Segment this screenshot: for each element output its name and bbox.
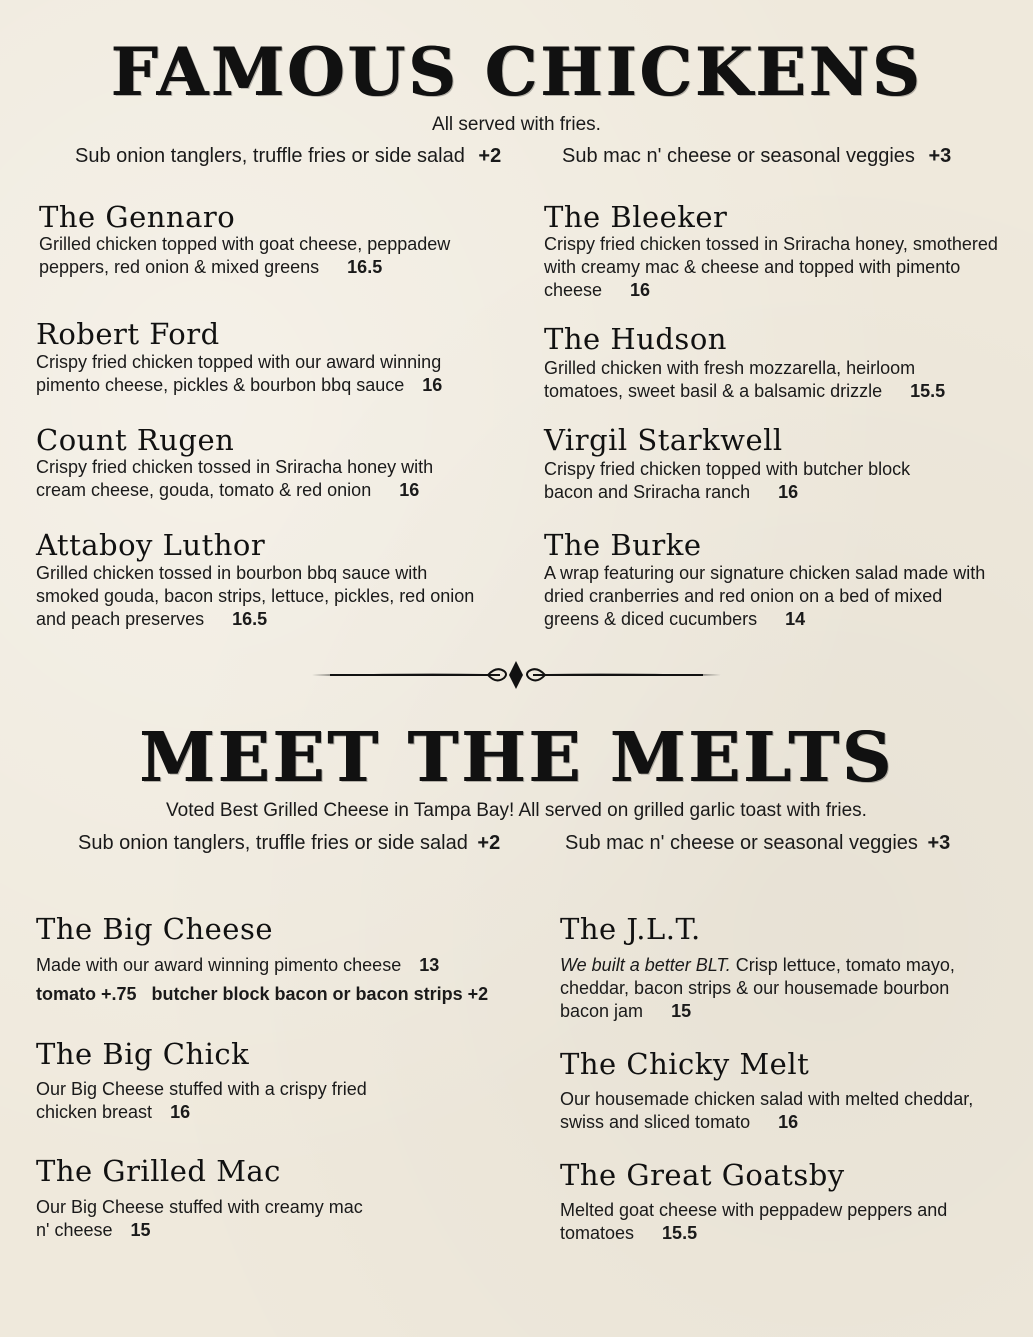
sub-right-price: +3 xyxy=(927,832,951,854)
big-cheese-addons: tomato +.75 butcher block bacon or bacon strips +2 xyxy=(36,984,489,1004)
desc-text: Our Big Cheese stuffed with a crispy fried chicken breast xyxy=(36,1079,367,1122)
desc-text: Our Big Cheese stuffed with creamy mac n' cheese xyxy=(36,1197,363,1240)
item-name-virgil-starkwell: Virgil Starkwell xyxy=(544,423,783,457)
melts-note: Voted Best Grilled Cheese in Tampa Bay! All served on grilled garlic toast with fries. xyxy=(166,800,867,821)
item-desc-virgil-starkwell xyxy=(544,458,964,504)
chickens-sub-right xyxy=(562,144,951,168)
desc-text: Crispy fried chicken topped with butcher block bacon and Sriracha ranch xyxy=(544,459,911,502)
item-name-attaboy-luthor: Attaboy Luthor xyxy=(36,528,266,562)
sub-left-price: +2 xyxy=(477,832,501,854)
desc-text: Crispy fried chicken topped with our award winning pimento cheese, pickles & bourbon bbq sauce xyxy=(36,352,442,395)
price: 15 xyxy=(130,1220,151,1240)
item-name-gennaro: The Gennaro xyxy=(39,200,236,234)
price: 16.5 xyxy=(232,609,268,629)
ornament-divider xyxy=(310,658,723,692)
item-name-grilled-mac: The Grilled Mac xyxy=(36,1154,281,1188)
item-desc-gennaro xyxy=(39,233,494,279)
item-name-chicky-melt: The Chicky Melt xyxy=(560,1047,810,1081)
item-desc-big-chick xyxy=(36,1078,411,1124)
desc-text: Grilled chicken topped with goat cheese, peppadew peppers, red onion & mixed greens xyxy=(39,234,451,277)
price: 13 xyxy=(419,955,440,975)
desc-text: Made with our award winning pimento cheese xyxy=(36,955,402,975)
price: 16 xyxy=(778,1112,799,1132)
melts-sub-left xyxy=(78,831,500,855)
price: 16.5 xyxy=(347,257,383,277)
desc-italic: We built a better BLT. xyxy=(560,955,731,975)
item-name-big-chick: The Big Chick xyxy=(36,1037,250,1071)
item-desc-count-rugen xyxy=(36,456,456,502)
price: 16 xyxy=(170,1102,191,1122)
chickens-note: All served with fries. xyxy=(432,114,601,135)
melts-sub-right xyxy=(565,831,950,855)
item-desc-chicky-melt xyxy=(560,1088,1015,1134)
price: 16 xyxy=(399,480,420,500)
desc-text: Crisp lettuce, tomato mayo, cheddar, bacon strips & our housemade bourbon bacon jam xyxy=(560,955,955,1021)
price: 16 xyxy=(778,482,799,502)
item-name-big-cheese: The Big Cheese xyxy=(36,912,274,946)
item-desc-robert-ford xyxy=(36,351,491,397)
sub-left-price: +2 xyxy=(478,145,502,167)
price: 15 xyxy=(671,1001,692,1021)
desc-text: Grilled chicken with fresh mozzarella, heirloom tomatoes, sweet basil & a balsamic drizzle xyxy=(544,358,916,401)
item-name-great-goatsby: The Great Goatsby xyxy=(560,1158,845,1192)
famous-chickens-title: FAMOUS CHICKENS xyxy=(110,33,923,111)
desc-text: Our housemade chicken salad with melted cheddar, swiss and sliced tomato xyxy=(560,1089,974,1132)
item-desc-attaboy-luthor xyxy=(36,562,476,631)
desc-text: Grilled chicken tossed in bourbon bbq sauce with smoked gouda, bacon strips, lettuce, pickles, red onion and peach preserves xyxy=(36,563,475,629)
price: 15.5 xyxy=(662,1223,698,1243)
sub-right-text: Sub mac n' cheese or seasonal veggies xyxy=(565,832,918,854)
price: 16 xyxy=(630,280,651,300)
desc-text: Crispy fried chicken tossed in Sriracha honey with cream cheese, gouda, tomato & red onion xyxy=(36,457,434,500)
item-name-burke: The Burke xyxy=(544,528,702,562)
item-desc-hudson xyxy=(544,357,984,403)
desc-text: Crispy fried chicken tossed in Sriracha honey, smothered with creamy mac & cheese and topped with pimento cheese xyxy=(544,234,998,300)
sub-left-text: Sub onion tanglers, truffle fries or side salad xyxy=(78,832,468,854)
item-desc-bleeker xyxy=(544,233,999,302)
sub-left-text: Sub onion tanglers, truffle fries or side salad xyxy=(75,145,465,167)
item-name-jlt: The J.L.T. xyxy=(560,912,701,946)
price: 14 xyxy=(785,609,806,629)
item-name-count-rugen: Count Rugen xyxy=(36,423,235,457)
item-name-hudson: The Hudson xyxy=(544,322,727,356)
item-name-bleeker: The Bleeker xyxy=(544,200,728,234)
item-desc-burke xyxy=(544,562,999,631)
item-desc-grilled-mac xyxy=(36,1196,366,1242)
item-desc-big-cheese xyxy=(36,954,526,977)
price: 16 xyxy=(422,375,443,395)
item-desc-great-goatsby xyxy=(560,1199,960,1245)
desc-text: A wrap featuring our signature chicken salad made with dried cranberries and red onion on a bed of mixed greens & diced cucumbers xyxy=(544,563,986,629)
item-name-robert-ford: Robert Ford xyxy=(36,317,220,351)
sub-right-text: Sub mac n' cheese or seasonal veggies xyxy=(562,145,915,167)
chickens-sub-left xyxy=(75,144,501,168)
sub-right-price: +3 xyxy=(928,145,952,167)
meet-the-melts-title: MEET THE MELTS xyxy=(139,718,894,798)
item-desc-jlt xyxy=(560,954,980,1023)
price: 15.5 xyxy=(910,381,946,401)
desc-text: Melted goat cheese with peppadew peppers and tomatoes xyxy=(560,1200,948,1243)
